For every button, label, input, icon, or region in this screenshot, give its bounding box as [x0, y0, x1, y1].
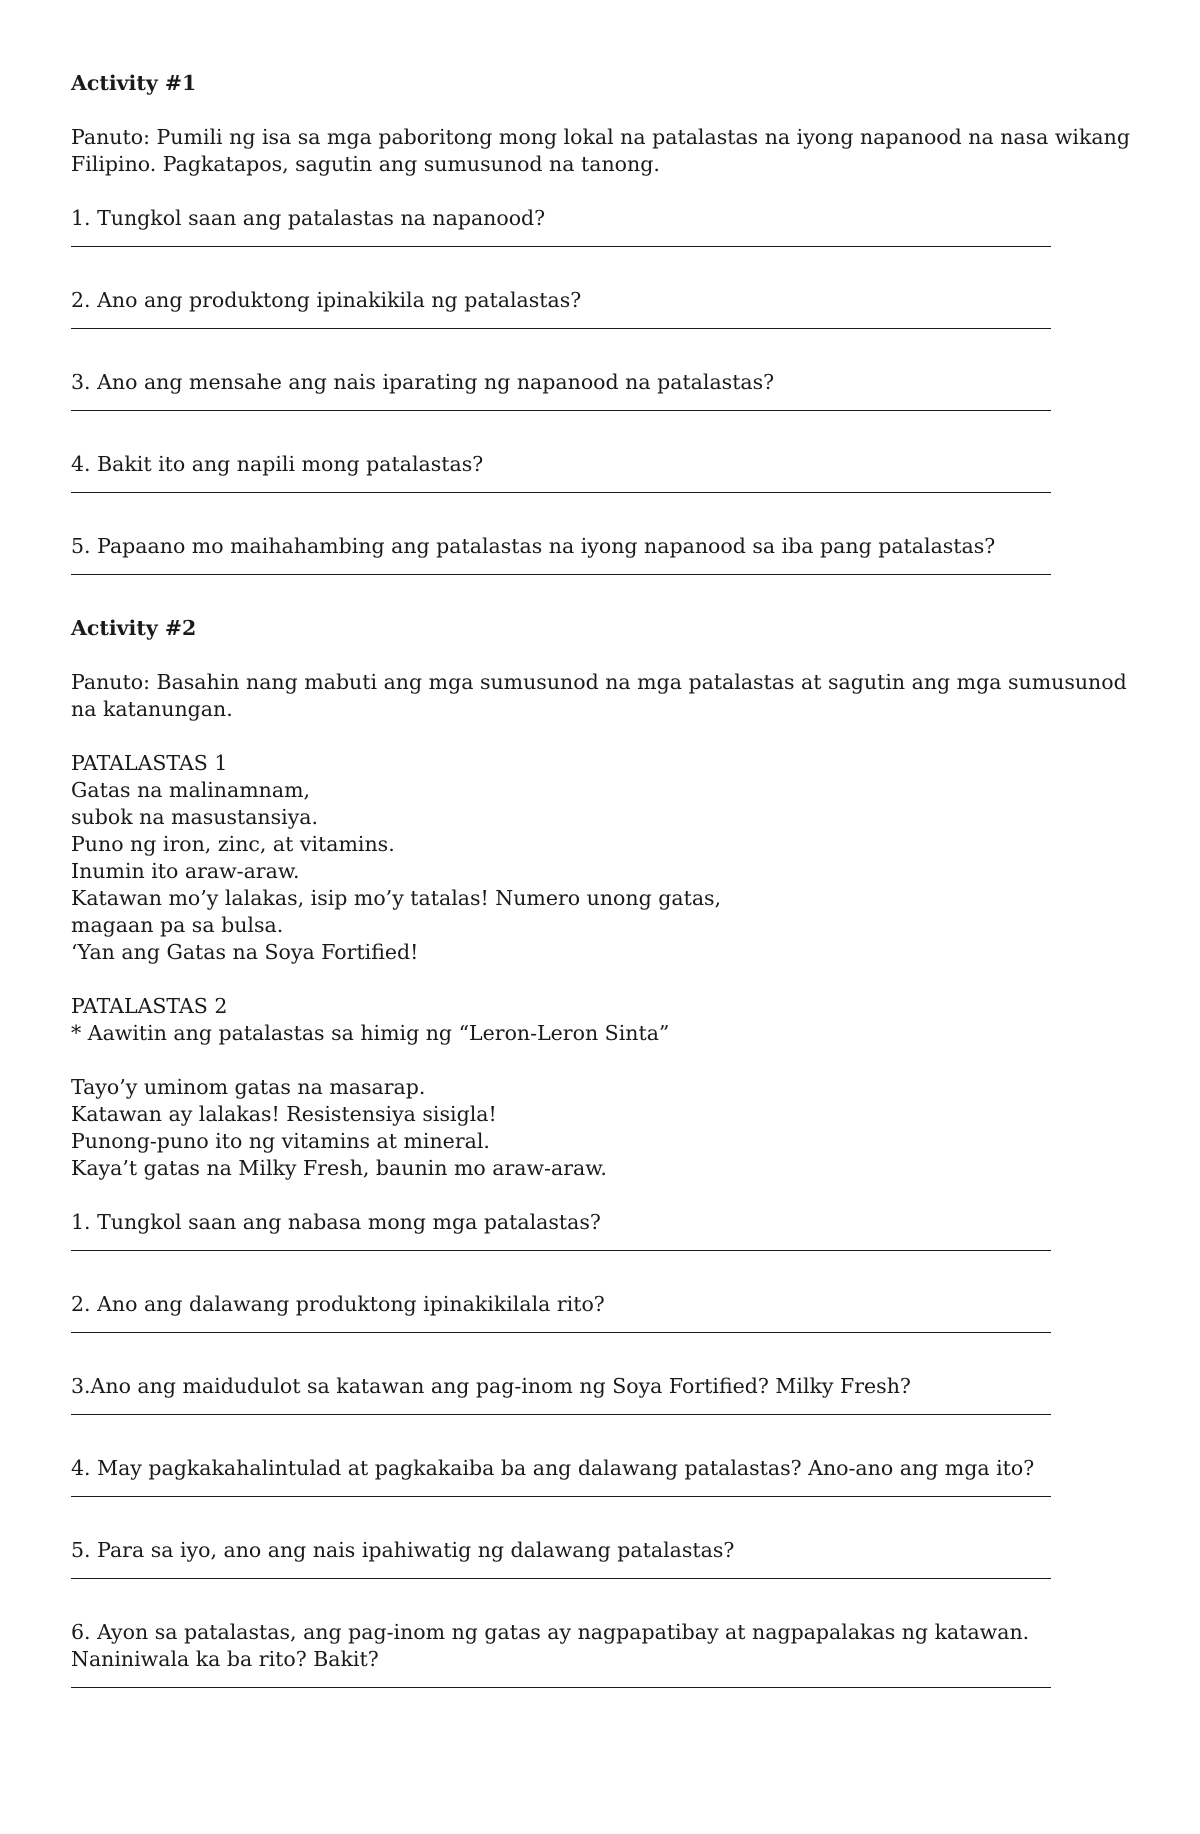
activity-2-instruction: Panuto: Basahin nang mabuti ang mga sumusunod na mga patalastas at sagutin ang mga sumusunod na katanungan.	[71, 670, 1127, 721]
answer-line[interactable]	[71, 478, 1051, 493]
ad-2-line: Punong-puno ito ng vitamins at mineral.	[71, 1129, 490, 1153]
activity-2-question-3: 3.Ano ang maidudulot sa katawan ang pag-inom ng Soya Fortified? Milky Fresh?	[71, 1374, 911, 1398]
ad-1-line: magaan pa sa bulsa.	[71, 913, 284, 937]
activity-2-title: Activity #2	[71, 616, 197, 640]
answer-line[interactable]	[71, 1564, 1051, 1579]
ad-2-header	[71, 993, 1131, 1047]
activity-2-section	[71, 615, 1131, 1688]
activity-2-question-4: 4. May pagkakahalintulad at pagkakaiba ba ang dalawang patalastas? Ano-ano ang mga ito?	[71, 1456, 1035, 1480]
activity-1-question-1: 1. Tungkol saan ang patalastas na napanood?	[71, 206, 546, 230]
activity-2-question-6: 6. Ayon sa patalastas, ang pag-inom ng gatas ay nagpapatibay at nagpapalakas ng katawan. Naniniwala ka ba rito? Bakit?	[71, 1620, 1030, 1671]
ad-2-block	[71, 1074, 1131, 1182]
ad-1-line: Gatas na malinamnam,	[71, 778, 311, 802]
worksheet-page	[71, 70, 1131, 1728]
activity-1-section	[71, 70, 1131, 575]
answer-line[interactable]	[71, 232, 1051, 247]
activity-1-question-2: 2. Ano ang produktong ipinakikila ng patalastas?	[71, 288, 582, 312]
activity-2-question-5: 5. Para sa iyo, ano ang nais ipahiwatig ng dalawang patalastas?	[71, 1538, 735, 1562]
activity-1-title: Activity #1	[71, 71, 197, 95]
ad-2-line: Katawan ay lalakas! Resistensiya sisigla!	[71, 1102, 497, 1126]
ad-1-title: PATALASTAS 1	[71, 751, 228, 775]
ad-1-block	[71, 750, 1131, 966]
ad-1-line: subok na masustansiya.	[71, 805, 319, 829]
ad-1-line: Katawan mo’y lalakas, isip mo’y tatalas! Numero unong gatas,	[71, 886, 722, 910]
ad-2-title: PATALASTAS 2	[71, 994, 228, 1018]
ad-2-line: Tayo’y uminom gatas na masarap.	[71, 1075, 426, 1099]
activity-1-question-4: 4. Bakit ito ang napili mong patalastas?	[71, 452, 484, 476]
ad-2-note: * Aawitin ang patalastas sa himig ng “Leron-Leron Sinta”	[71, 1021, 670, 1045]
answer-line[interactable]	[71, 1673, 1051, 1688]
answer-line[interactable]	[71, 1482, 1051, 1497]
activity-2-question-2: 2. Ano ang dalawang produktong ipinakikilala rito?	[71, 1292, 605, 1316]
activity-2-question-1: 1. Tungkol saan ang nabasa mong mga patalastas?	[71, 1210, 601, 1234]
ad-1-line: Puno ng iron, zinc, at vitamins.	[71, 832, 395, 856]
answer-line[interactable]	[71, 1318, 1051, 1333]
activity-1-question-5: 5. Papaano mo maihahambing ang patalastas na iyong napanood sa iba pang patalastas?	[71, 534, 996, 558]
answer-line[interactable]	[71, 1236, 1051, 1251]
ad-2-line: Kaya’t gatas na Milky Fresh, baunin mo araw-araw.	[71, 1156, 607, 1180]
ad-1-line: Inumin ito araw-araw.	[71, 859, 300, 883]
answer-line[interactable]	[71, 1400, 1051, 1415]
activity-1-question-3: 3. Ano ang mensahe ang nais iparating ng napanood na patalastas?	[71, 370, 775, 394]
activity-1-instruction: Panuto: Pumili ng isa sa mga paboritong mong lokal na patalastas na iyong napanood na nasa wikang Filipino. Pagkatapos, sagutin ang sumusunod na tanong.	[71, 125, 1130, 176]
answer-line[interactable]	[71, 396, 1051, 411]
answer-line[interactable]	[71, 314, 1051, 329]
ad-1-line: ‘Yan ang Gatas na Soya Fortified!	[71, 940, 419, 964]
answer-line[interactable]	[71, 560, 1051, 575]
